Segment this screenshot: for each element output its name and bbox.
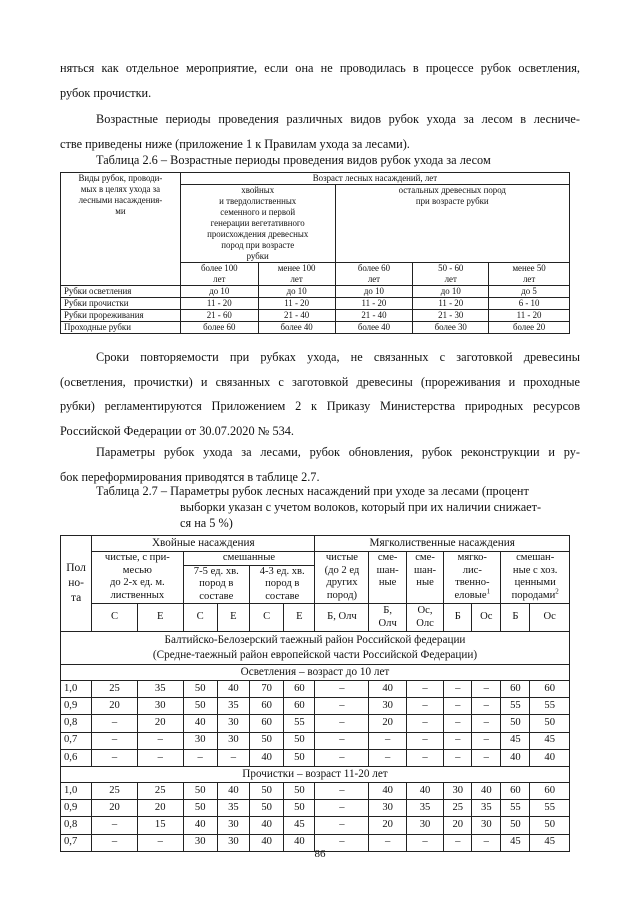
species-header: Б, Олч [315, 604, 369, 632]
table-cell: – [315, 715, 369, 732]
table-cell: 40 [530, 749, 570, 766]
table-cell: – [137, 732, 183, 749]
species-header: С [183, 604, 217, 632]
table-row [61, 698, 570, 715]
table-cell: – [472, 715, 501, 732]
polnota-cell: 1,0 [61, 782, 92, 799]
table-cell: 45 [530, 732, 570, 749]
region-line: (Средне-таежный район европейской части Российской Федерации) [152, 649, 478, 661]
table-cell: 20 [92, 698, 138, 715]
header-line: семенного и первой [220, 207, 296, 217]
table-cell: – [315, 749, 369, 766]
table-cell: 45 [530, 834, 570, 851]
header-line: лет [444, 274, 457, 284]
header-line: Виды рубок, проводи- [78, 173, 163, 183]
text-line: Сроки повторяемости при рубках ухода, не связанных с заготовкой древесины [96, 350, 580, 364]
table-cell: – [369, 749, 406, 766]
table-cell: 55 [284, 715, 315, 732]
table-cell: – [315, 834, 369, 851]
table-cell: 15 [137, 817, 183, 834]
header-line: других [326, 577, 358, 588]
header-line: шан- [376, 564, 399, 576]
polnota-cell: 0,9 [61, 800, 92, 817]
table-cell: 50 [284, 782, 315, 799]
species-header: С [250, 604, 284, 632]
species-header: Ос, Олс [406, 604, 443, 632]
table-cell: – [444, 834, 472, 851]
table-cell: 20 [137, 715, 183, 732]
table-cell: 30 [472, 817, 501, 834]
polnota-cell: 0,9 [61, 698, 92, 715]
table-cell: 40 [369, 782, 406, 799]
table-cell: 50 [183, 800, 217, 817]
row-label: Проходные рубки [61, 322, 181, 334]
table-cell: более 60 [180, 322, 258, 334]
col-header-coniferous [180, 185, 335, 263]
table-cell: 25 [92, 681, 138, 698]
table-cell: 20 [137, 800, 183, 817]
table-cell: до 10 [180, 286, 258, 298]
table-cell: – [444, 698, 472, 715]
header-soft-mixed-1 [369, 552, 406, 604]
table-cell: 40 [250, 749, 284, 766]
table-cell: – [472, 732, 501, 749]
table-cell: 30 [217, 817, 249, 834]
group-header-coniferous: Хвойные насаждения [92, 536, 315, 552]
table-cell: 55 [501, 800, 530, 817]
header-line: та [70, 592, 82, 604]
table-cell: – [92, 817, 138, 834]
table-cell: до 10 [258, 286, 335, 298]
table-cell: – [183, 749, 217, 766]
table-cell: – [315, 800, 369, 817]
table-cell: 40 [217, 681, 249, 698]
table-cell: более 40 [335, 322, 413, 334]
header-line: лет [213, 274, 226, 284]
table-cell: – [444, 715, 472, 732]
table-cell: 35 [472, 800, 501, 817]
header-line: рубки [246, 251, 269, 261]
row-label: Рубки прочистки [61, 298, 181, 310]
table-cell: 60 [501, 681, 530, 698]
table-cell: 60 [284, 698, 315, 715]
header-line: при возрасте рубки [415, 196, 489, 206]
table-cell: 20 [444, 817, 472, 834]
section-rows-prochistki [61, 782, 570, 851]
table-cell: – [406, 834, 443, 851]
text-line: Параметры рубок ухода за лесами, рубок обновления, рубок реконструкции и ру- [96, 445, 580, 459]
header-line: мых в целях ухода за [80, 184, 161, 194]
table-cell: 25 [92, 782, 138, 799]
header-line: ные [378, 577, 397, 588]
header-line-text: породами [511, 589, 556, 601]
header-mixed-75 [183, 565, 249, 604]
table-cell: 35 [217, 698, 249, 715]
header-line: смешан- [516, 552, 555, 563]
text-line: Российской Федерации от 30.07.2020 № 534. [60, 423, 294, 438]
polnota-cell: 0,6 [61, 749, 92, 766]
table-row [61, 298, 570, 310]
table-cell: 60 [250, 715, 284, 732]
table-cell: 11 - 20 [335, 298, 413, 310]
table-cell: 20 [92, 800, 138, 817]
table-cell: – [444, 732, 472, 749]
sub-header [489, 263, 570, 286]
table-row [61, 322, 570, 334]
header-line: менее 100 [277, 263, 316, 273]
polnota-cell: 1,0 [61, 681, 92, 698]
section-header-prochistki: Прочистки – возраст 11-20 лет [61, 766, 570, 782]
table-cell: – [472, 749, 501, 766]
table-cell: 30 [369, 698, 406, 715]
table-cell: 30 [217, 732, 249, 749]
table-cell: 30 [137, 698, 183, 715]
table-cell: до 10 [335, 286, 413, 298]
sub-header [180, 263, 258, 286]
header-line: но- [68, 577, 84, 589]
caption-line: Таблица 2.7 – Параметры рубок лесных насаждений при уходе за лесами (процент [96, 484, 529, 498]
polnota-cell: 0,7 [61, 834, 92, 851]
table-cell: 55 [530, 698, 570, 715]
table-cell: 50 [250, 782, 284, 799]
table-cell: 30 [183, 834, 217, 851]
table-cell: 11 - 20 [180, 298, 258, 310]
table-2-7-caption [96, 483, 541, 531]
header-line: ценными [514, 577, 556, 588]
header-line: хвойных [241, 185, 275, 195]
table-cell: 30 [217, 715, 249, 732]
header-line: лет [522, 274, 536, 284]
table-cell: 40 [217, 782, 249, 799]
table-2-6 [60, 172, 570, 334]
table-cell: 60 [530, 782, 570, 799]
table-cell: 21 - 40 [258, 310, 335, 322]
table-cell: – [406, 749, 443, 766]
header-line: составе [265, 590, 300, 602]
table-cell: – [472, 834, 501, 851]
header-line: пород при возрасте [221, 240, 295, 250]
species-header: Е [217, 604, 249, 632]
table-cell: – [137, 749, 183, 766]
table-cell: – [217, 749, 249, 766]
table-cell: – [315, 732, 369, 749]
header-line: 4-3 ед. хв. [259, 565, 305, 577]
table-cell: 20 [369, 715, 406, 732]
footnote-mark: 1 [486, 586, 491, 595]
col-header-other-species [335, 185, 569, 263]
table-cell: до 10 [413, 286, 489, 298]
text-line: няться как отдельное мероприятие, если она не проводилась в процессе рубок осветления, [60, 61, 580, 75]
header-line: генерации вегетативного [210, 218, 305, 228]
table-cell: 11 - 20 [413, 298, 489, 310]
table-cell: 30 [217, 834, 249, 851]
table-cell: 50 [284, 800, 315, 817]
table-cell: 50 [183, 782, 217, 799]
header-mixed-43 [250, 565, 315, 604]
header-line-text: еловые [454, 589, 487, 601]
table-cell: – [92, 715, 138, 732]
header-line: ми [115, 206, 126, 216]
table-2-7 [60, 535, 570, 852]
table-cell: до 5 [489, 286, 570, 298]
table-cell: 40 [501, 749, 530, 766]
header-line: более 60 [357, 263, 391, 273]
header-line: составе [199, 590, 234, 602]
table-cell: – [315, 782, 369, 799]
header-line: 7-5 ед. хв. [193, 565, 239, 577]
species-header: Ос [472, 604, 501, 632]
header-line: ные [416, 577, 434, 588]
table-cell: 35 [137, 681, 183, 698]
table-cell: – [472, 698, 501, 715]
caption-line: выборки указан с учетом волоков, который при их наличии снижает- [180, 500, 542, 514]
header-line: лесными насаждения- [78, 195, 163, 205]
table-row [61, 732, 570, 749]
table-cell: – [137, 834, 183, 851]
page-number: 86 [314, 848, 326, 860]
table-row [61, 782, 570, 799]
table-cell: – [315, 817, 369, 834]
col-header-age: Возраст лесных насаждений, лет [180, 173, 569, 185]
table-cell: 50 [250, 800, 284, 817]
header-line: сме- [415, 552, 435, 563]
table-cell: 50 [183, 681, 217, 698]
table-cell: более 40 [258, 322, 335, 334]
table-cell: 35 [217, 800, 249, 817]
header-line: более 100 [200, 263, 238, 273]
table-cell: – [406, 715, 443, 732]
header-line: лис- [462, 564, 482, 576]
table-cell: – [406, 698, 443, 715]
table-cell: – [92, 749, 138, 766]
table-cell: 50 [530, 715, 570, 732]
table-row [61, 681, 570, 698]
header-line [445, 586, 499, 603]
text-line: Возрастные периоды проведения различных видов рубок ухода за лесом в лесниче- [96, 112, 580, 126]
section-rows-osvetleniya [61, 681, 570, 767]
table-cell: 50 [284, 749, 315, 766]
header-line: Пол [66, 562, 86, 574]
species-header: Б [501, 604, 530, 632]
sub-header [413, 263, 489, 286]
table-cell: 50 [250, 732, 284, 749]
table-cell: 35 [406, 800, 443, 817]
header-line: лет [367, 274, 381, 284]
species-header: Е [284, 604, 315, 632]
table-cell: – [406, 732, 443, 749]
table-cell: – [315, 698, 369, 715]
table-cell: – [315, 681, 369, 698]
text-line: рубки) регламентируются Приложением 2 к Приказу Министерства природных ресурсов [60, 399, 580, 413]
table-cell: 50 [501, 817, 530, 834]
table-cell: 21 - 40 [335, 310, 413, 322]
header-line: пород) [326, 589, 358, 601]
section-header-osvetleniya: Осветления – возраст до 10 лет [61, 665, 570, 681]
table-cell: 45 [284, 817, 315, 834]
table-cell: – [92, 732, 138, 749]
text-line: стве приведены ниже (приложение 1 к Правилам ухода за лесами). [60, 136, 410, 151]
caption-line: ся на 5 %) [180, 516, 233, 530]
table-cell: 11 - 20 [489, 310, 570, 322]
header-line: остальных древесных пород [398, 185, 506, 195]
table-cell: – [444, 749, 472, 766]
paragraph-age-periods [60, 107, 580, 156]
header-line: пород в [199, 578, 234, 589]
region-header [61, 632, 570, 665]
table-cell: 50 [530, 817, 570, 834]
header-soft-spruce [444, 552, 501, 604]
table-cell: 40 [284, 834, 315, 851]
table-cell: 30 [369, 800, 406, 817]
table-cell: 6 - 10 [489, 298, 570, 310]
col-header-cutting-type [61, 173, 181, 286]
header-mixed: смешанные [183, 552, 315, 566]
table-row [61, 715, 570, 732]
species-header: Б, Олч [369, 604, 406, 632]
table-cell: 40 [406, 782, 443, 799]
header-line: до 2-х ед. м. [110, 577, 165, 588]
table-cell: 25 [444, 800, 472, 817]
paragraph-intro [60, 56, 580, 105]
table-cell: – [406, 681, 443, 698]
table-cell: 60 [501, 782, 530, 799]
species-header: Б [444, 604, 472, 632]
text-line: (осветления, прочистки) и связанных с заготовкой древесины (прореживания и проходные [60, 374, 580, 389]
header-soft-valuable [501, 552, 570, 604]
header-line: месью [122, 564, 152, 576]
table-cell: 45 [501, 732, 530, 749]
table-cell: 30 [183, 732, 217, 749]
polnota-cell: 0,8 [61, 817, 92, 834]
table-cell: 60 [530, 681, 570, 698]
group-header-softwood: Мягколиственные насаждения [315, 536, 570, 552]
species-header: Ос [530, 604, 570, 632]
header-line: чистые [325, 552, 359, 563]
table-cell: 60 [284, 681, 315, 698]
polnota-cell: 0,8 [61, 715, 92, 732]
table-cell: 50 [501, 715, 530, 732]
text-line: рубок прочистки. [60, 85, 152, 100]
table-cell: 11 - 20 [258, 298, 335, 310]
header-line: 50 - 60 [438, 263, 464, 273]
col-header-polnota [61, 536, 92, 632]
table-cell: 20 [369, 817, 406, 834]
sub-header [258, 263, 335, 286]
header-line: происхождения древесных [207, 229, 309, 239]
table-cell: – [92, 834, 138, 851]
row-label: Рубки прореживания [61, 310, 181, 322]
table-cell: 40 [183, 715, 217, 732]
header-line: ные с хоз. [512, 564, 558, 576]
header-soft-mixed-2 [406, 552, 443, 604]
header-line: мягко- [457, 552, 487, 563]
header-pure-stands [92, 552, 183, 604]
table-cell: 40 [183, 817, 217, 834]
table-cell: 21 - 60 [180, 310, 258, 322]
text-line: бок переформирования приводятся в таблице 2.7. [60, 469, 320, 484]
table-cell: 50 [183, 698, 217, 715]
header-line: чистые, с при- [104, 552, 170, 563]
table-cell: 40 [250, 817, 284, 834]
header-line: сме- [377, 552, 398, 563]
header-line: шан- [414, 564, 437, 576]
header-line: лиственных [110, 589, 165, 601]
table-cell: 40 [369, 681, 406, 698]
header-line: менее 50 [512, 263, 546, 273]
table-cell: 70 [250, 681, 284, 698]
table-cell: более 20 [489, 322, 570, 334]
table-cell: 50 [284, 732, 315, 749]
table-cell: 21 - 30 [413, 310, 489, 322]
paragraph-params [60, 440, 580, 489]
sub-header [335, 263, 413, 286]
table-cell: 60 [250, 698, 284, 715]
table-row [61, 310, 570, 322]
table-cell: 55 [501, 698, 530, 715]
table-cell: – [369, 834, 406, 851]
header-line: и твердолиственных [219, 196, 297, 206]
region-line: Балтийско-Белозерский таежный район Российской федерации [164, 634, 466, 646]
header-line: (до 2 ед [324, 564, 360, 576]
paragraph-repeat-periods [60, 345, 580, 443]
table-2-6-caption: Таблица 2.6 – Возрастные периоды проведения видов рубок ухода за лесом [96, 153, 491, 167]
table-cell: 40 [472, 782, 501, 799]
header-soft-pure [315, 552, 369, 604]
table-row [61, 286, 570, 298]
table-cell: 40 [250, 834, 284, 851]
footnote-mark: 2 [555, 586, 559, 595]
table-cell: – [369, 732, 406, 749]
table-row [61, 749, 570, 766]
header-line: лет [290, 274, 303, 284]
table-cell: 30 [444, 782, 472, 799]
table-cell: – [444, 681, 472, 698]
species-header: Е [137, 604, 183, 632]
header-line: пород в [265, 578, 300, 589]
table-cell: 45 [501, 834, 530, 851]
table-cell: – [472, 681, 501, 698]
header-line [502, 586, 568, 603]
header-line: твенно- [455, 577, 490, 588]
species-header: С [92, 604, 138, 632]
table-row [61, 800, 570, 817]
table-cell: 25 [137, 782, 183, 799]
table-cell: 30 [406, 817, 443, 834]
polnota-cell: 0,7 [61, 732, 92, 749]
table-cell: 55 [530, 800, 570, 817]
table-cell: более 30 [413, 322, 489, 334]
table-row [61, 817, 570, 834]
row-label: Рубки осветления [61, 286, 181, 298]
